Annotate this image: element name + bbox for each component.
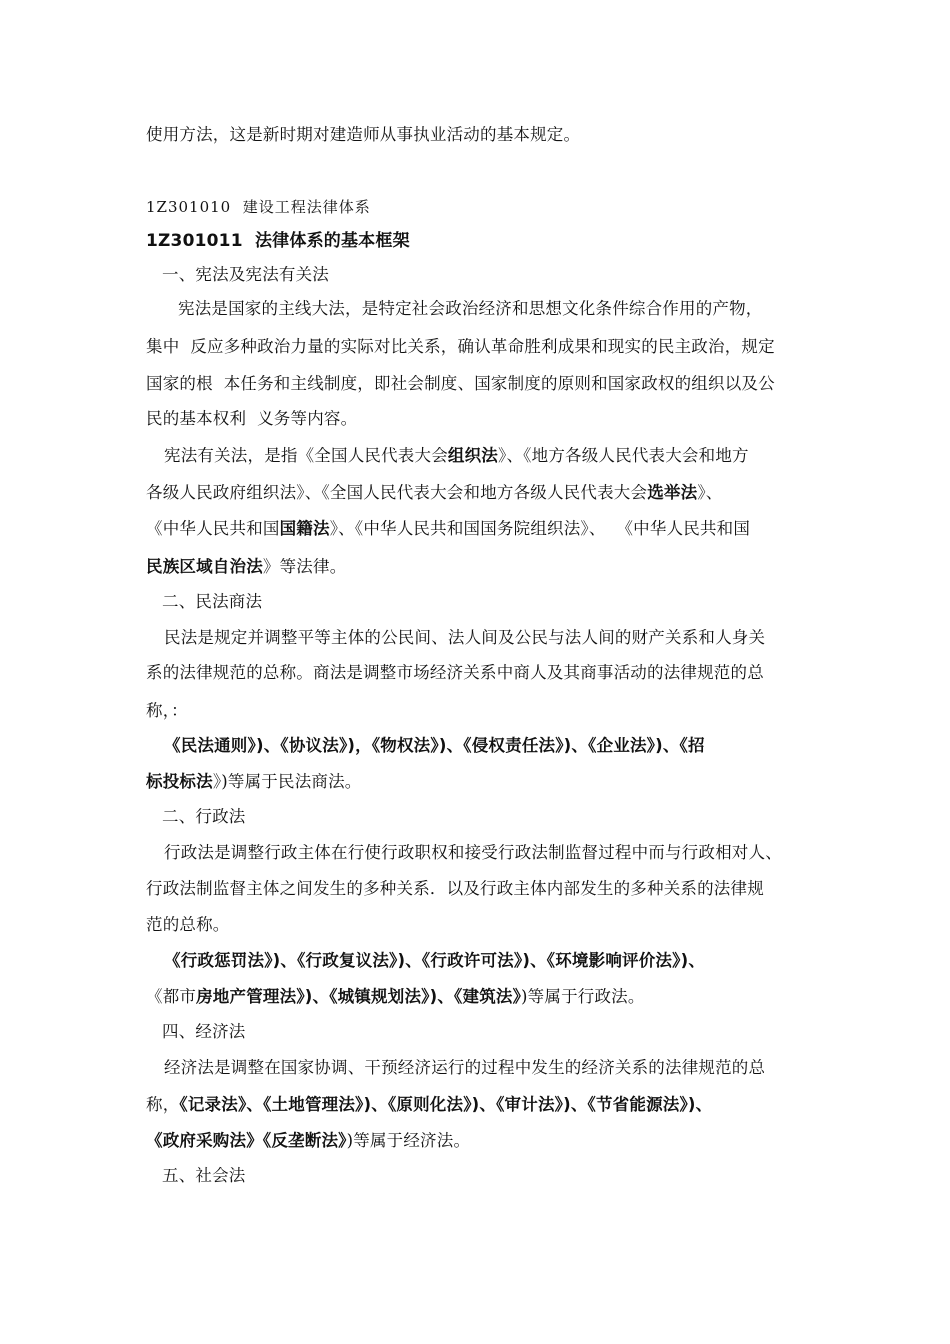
text-line [164, 950, 705, 972]
text-line [146, 124, 580, 146]
text-line [162, 1165, 246, 1187]
text-line [146, 1130, 470, 1152]
text-run: 系的法律规范的总称。商法是调整市场经济关系中商人及其商事活动的法律规范的总 [146, 663, 764, 682]
text-run: 一、宪法及宪法有关法 [162, 265, 329, 284]
text-run: 使用方法，这是新时期对建造师从事执业活动的基本规定。 [146, 125, 581, 144]
text-run: 》)等属于民法商法。 [212, 772, 362, 791]
text-run: )等属于经济法。 [346, 1131, 471, 1150]
bold-text-run: 《记录法》、《土地管理法》)、《原则化法》)、《审计法》)、《节省能源法》)、 [179, 1095, 713, 1114]
text-run: 范的总称。 [146, 915, 230, 934]
text-run: 》、 [697, 483, 723, 502]
text-line [146, 556, 346, 578]
bold-text-run: 国籍法 [279, 519, 330, 538]
bold-text-run: 1Z301011 法律体系的基本框架 [146, 231, 410, 251]
bold-text-run: 组织法 [447, 446, 499, 465]
text-run: 》等法律。 [262, 557, 347, 576]
text-run: 集中 反应多种政治力量的实际对比关系，确认革命胜利成果和现实的民主政治，规定 [146, 337, 775, 356]
text-line [146, 914, 230, 936]
text-line [146, 373, 775, 395]
text-run: 经济法是调整在国家协调、干预经济运行的过程中发生的经济关系的法律规范的总 [164, 1058, 766, 1077]
text-line [146, 662, 764, 684]
text-line [146, 518, 750, 540]
text-line [146, 771, 362, 793]
text-run: 民法是规定并调整平等主体的公民间、法人间及公民与法人间的财产关系和人身关 [164, 628, 766, 647]
text-line [146, 336, 775, 358]
text-run: 二、民法商法 [162, 592, 263, 611]
text-line [146, 230, 410, 252]
text-run: 宪法有关法，是指《全国人民代表大会 [164, 446, 448, 465]
text-run: 《都市 [146, 987, 197, 1006]
text-line [146, 196, 371, 218]
text-line [146, 700, 188, 722]
text-line [162, 1021, 246, 1043]
text-line [146, 878, 764, 900]
bold-text-run: 《民法通则》)、《协议法》)，《物权法》)、《侵权责任法》)、《企业法》)、《招 [164, 736, 705, 755]
text-line [162, 806, 246, 828]
text-line [164, 627, 765, 649]
text-run: 民的基本权利 义务等内容。 [146, 409, 358, 428]
text-run: 国家的根 本任务和主线制度，即社会制度、国家制度的原则和国家政权的组织以及公 [146, 374, 775, 393]
text-run: 称， [146, 1095, 180, 1114]
bold-text-run: 房地产管理法 [196, 987, 297, 1006]
bold-text-run: 《政府采购法》《反垄断法》 [146, 1131, 347, 1150]
bold-text-run: 《行政惩罚法》)、《行政复议法》)、《行政许可法》)、《环境影响评价法》)、 [164, 951, 706, 970]
text-line [164, 1057, 765, 1079]
bold-text-run: 选举法 [647, 483, 698, 502]
text-run: 行政法制监督主体之间发生的多种关系．以及行政主体内部发生的多种关系的法律规 [146, 879, 764, 898]
text-run: 四、经济法 [162, 1022, 246, 1041]
text-line [178, 298, 763, 320]
text-line [146, 408, 357, 430]
text-line [164, 735, 705, 757]
text-line [162, 264, 329, 286]
text-run: 《中华人民共和国 [146, 519, 280, 538]
text-run: 》、《中华人民共和国国务院组织法》、 《中华人民共和国 [329, 519, 751, 538]
text-run: 称，： [146, 701, 188, 720]
bold-text-run: 》)、《城镇规划法》)、《建筑法》 [296, 987, 522, 1006]
text-line [146, 482, 722, 504]
text-run: 二、行政法 [162, 807, 246, 826]
text-run: 宪法是国家的主线大法，是特定社会政治经济和思想文化条件综合作用的产物， [178, 299, 763, 318]
text-run: 》、《地方各级人民代表大会和地方 [498, 446, 749, 465]
bold-text-run: 标投标法 [146, 772, 213, 791]
text-run: 五、社会法 [162, 1166, 246, 1185]
text-run: )等属于行政法。 [521, 987, 645, 1006]
text-line [146, 986, 645, 1008]
text-line [164, 445, 749, 467]
text-run: 行政法是调整行政主体在行使行政职权和接受行政法制监督过程中而与行政相对人、 [164, 843, 782, 862]
text-line [164, 842, 782, 864]
text-line [162, 591, 262, 613]
text-run: 1Z301010 建设工程法律体系 [146, 198, 371, 216]
text-run: 各级人民政府组织法》、《全国人民代表大会和地方各级人民代表大会 [146, 483, 648, 502]
bold-text-run: 民族区域自治法 [146, 557, 263, 576]
text-line [146, 1094, 712, 1116]
